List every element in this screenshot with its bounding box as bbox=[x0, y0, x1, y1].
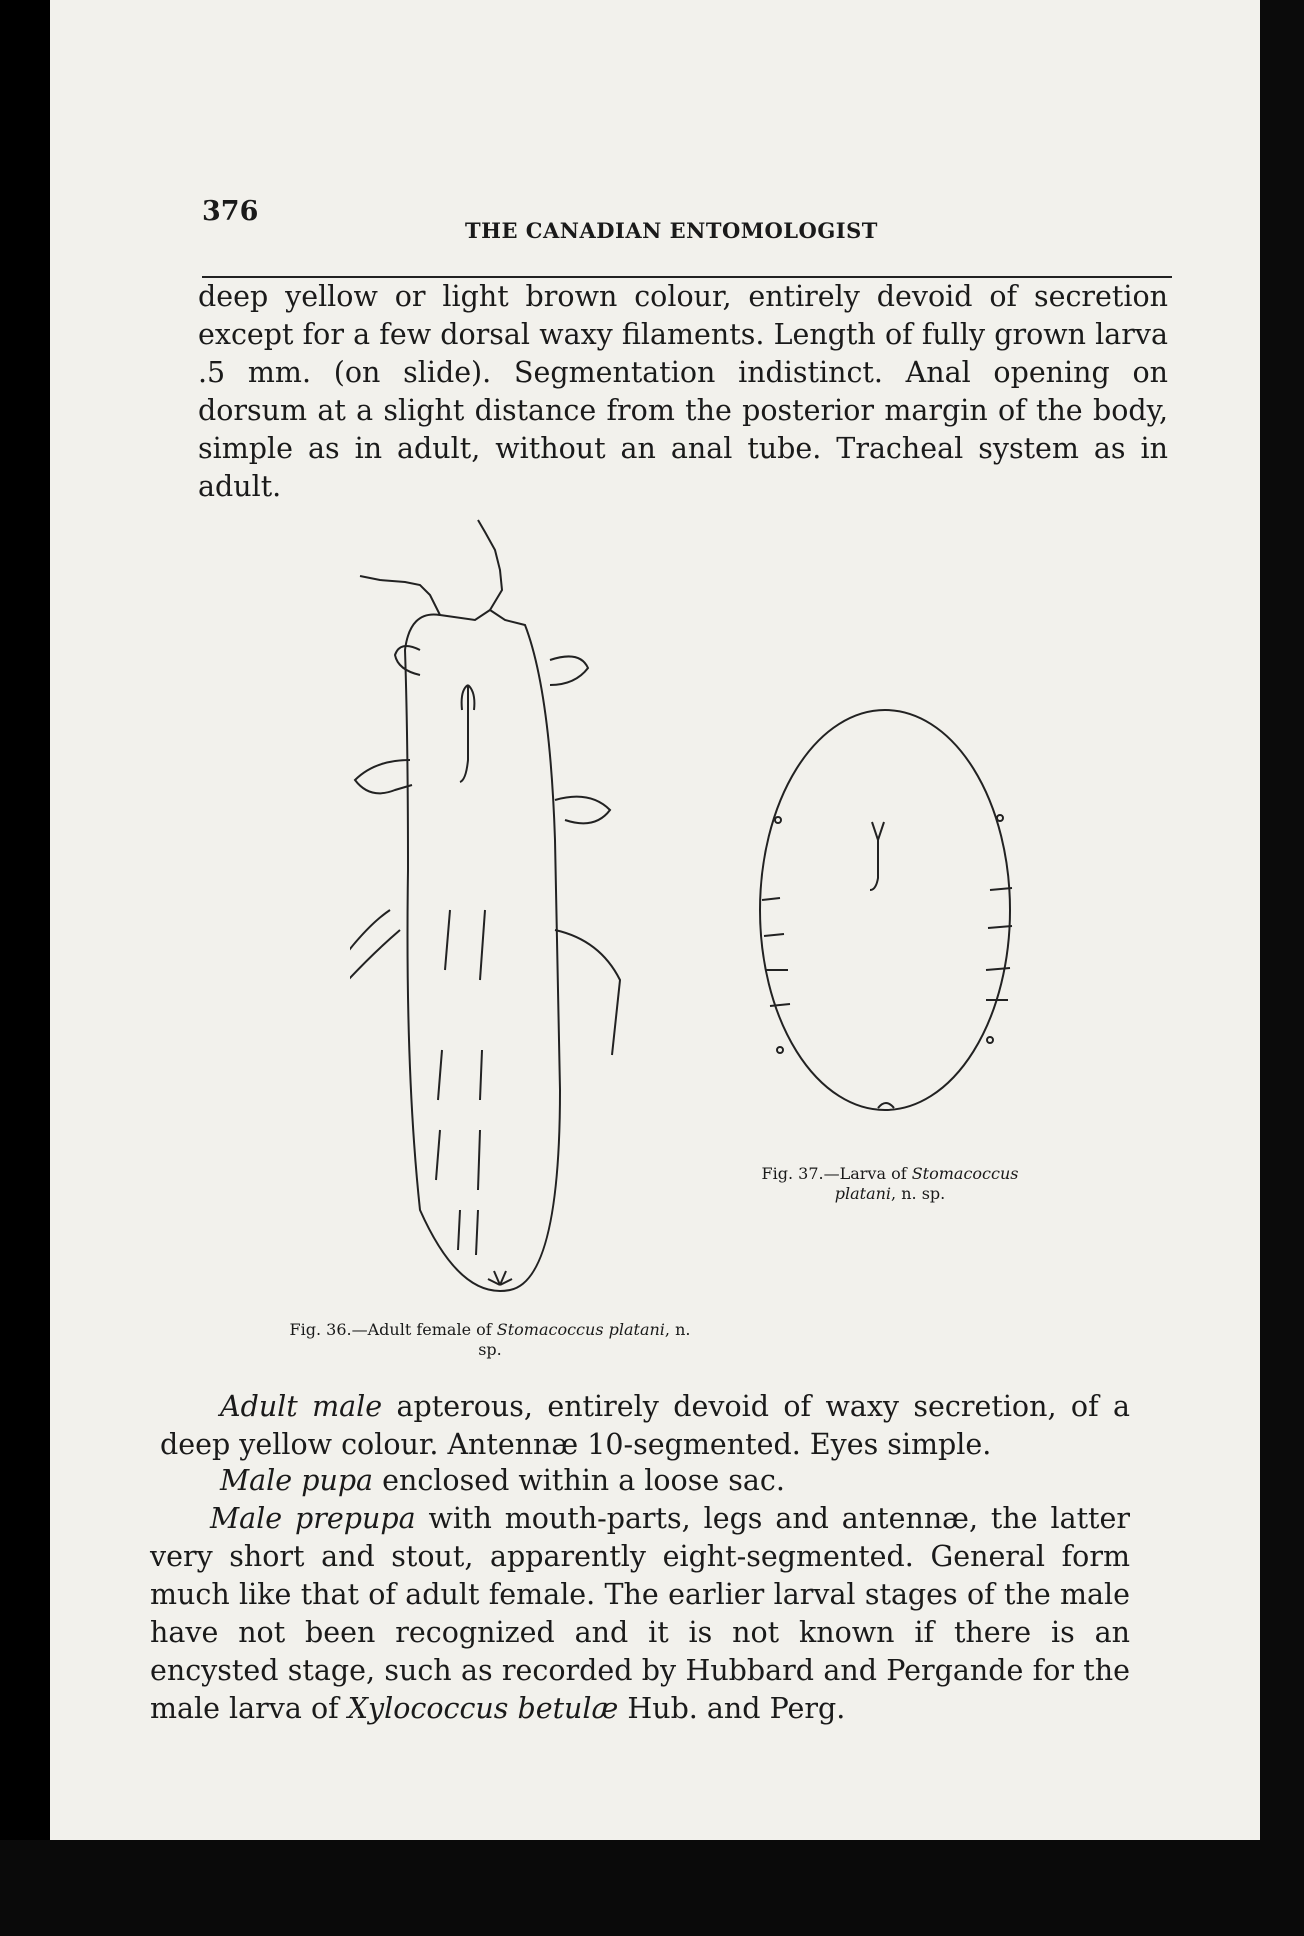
figure-36-adult-female-drawing bbox=[350, 510, 690, 1320]
paragraph-larva-description: deep yellow or light brown colour, entirely devoid of secretion except for a few dorsal waxy filaments. Length of fully grown larva .5 mm. (on slide). Segmentation indistinct. Anal opening on dorsum at a slight distance from the posterior margin of the body, simple as in adult, without an anal tube. Tracheal system as in adult. bbox=[198, 280, 1168, 503]
paragraph-adult-male: Adult male apterous, entirely devoid of waxy secretion, of a deep yellow colour. Antennæ 10-segmented. Eyes simple. bbox=[160, 1390, 1131, 1461]
paragraph-male-prepupa: Male prepupa with mouth-parts, legs and antennæ, the latter very short and stout, apparently eight-segmented. General form much like that of adult female. The earlier larval stages of the male have not been recognized and it is not known if there is an encysted stage, such as recorded by Hubbard and Pergande for the male larva of Xylococcus betulæ Hub. and Perg. bbox=[150, 1502, 1130, 1725]
book-page bbox=[50, 0, 1260, 1840]
figure-37-caption: Fig. 37.—Larva of Stomacoccus platani, n. sp. bbox=[761, 1164, 1019, 1203]
facing-page-edge bbox=[1260, 0, 1304, 1936]
page-number: 376 bbox=[202, 196, 259, 227]
running-head: THE CANADIAN ENTOMOLOGIST bbox=[465, 218, 878, 243]
figure-36-caption: Fig. 36.—Adult female of Stomacoccus platani, n. sp. bbox=[289, 1320, 691, 1359]
figure-37-larva-drawing bbox=[750, 700, 1030, 1160]
scan-bottom-border bbox=[0, 1840, 1304, 1936]
paragraph-male-pupa: Male pupa enclosed within a loose sac. bbox=[220, 1464, 785, 1497]
